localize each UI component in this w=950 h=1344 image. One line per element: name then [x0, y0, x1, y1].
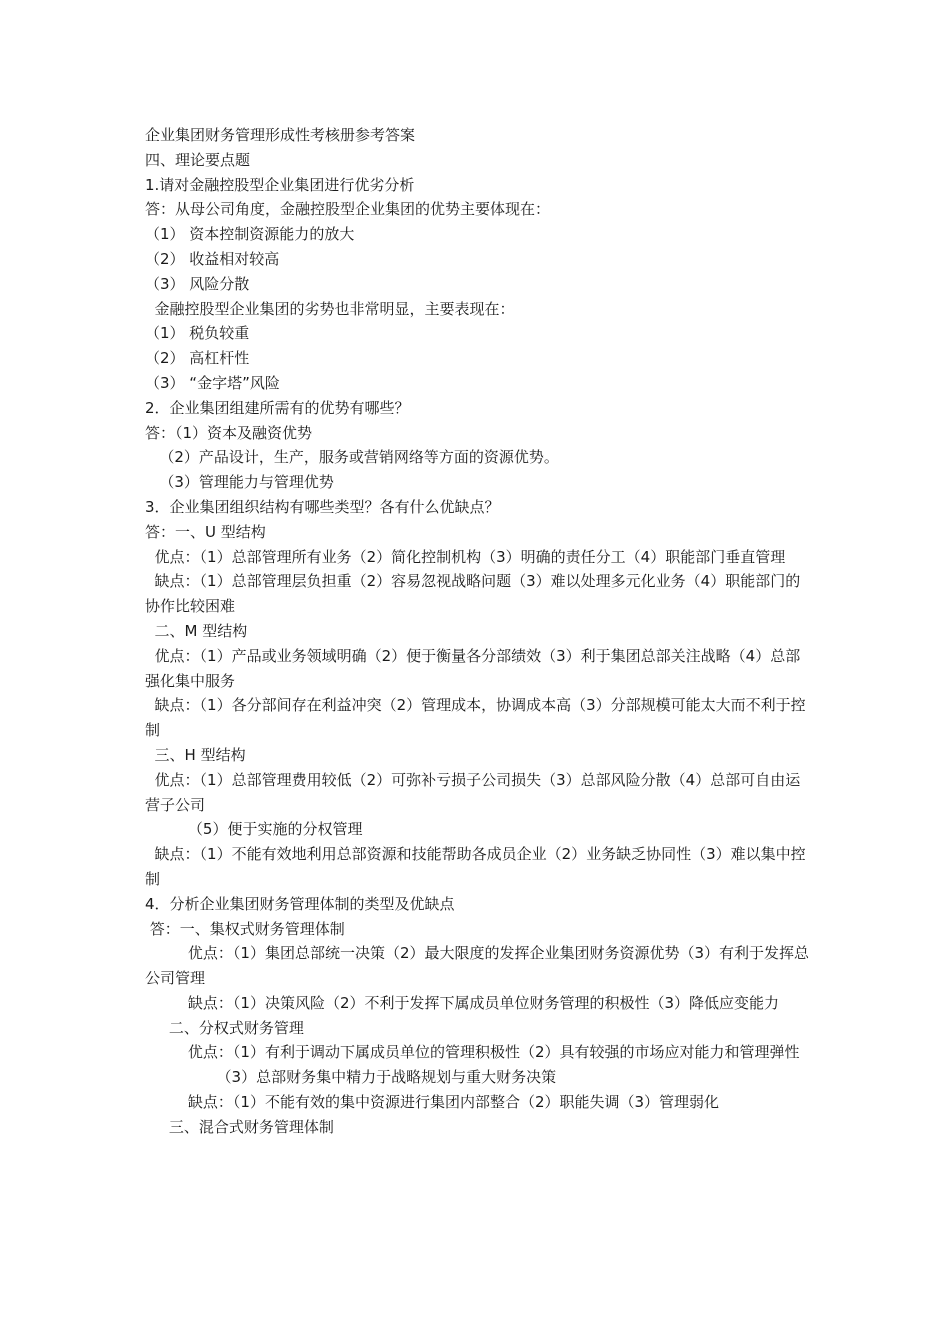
answer-line: 优点：（1）集团总部统一决策（2）最大限度的发挥企业集团财务资源优势（3）有利于发挥总公司管理 [145, 944, 810, 988]
answer-line: （2）产品设计，生产，服务或营销网络等方面的资源优势。 [145, 448, 559, 467]
question-1: 1.请对金融控股型企业集团进行优劣分析 [145, 175, 415, 194]
answer-line: 缺点：（1）决策风险（2）不利于发挥下属成员单位财务管理的积极性（3）降低应变能力 [145, 993, 780, 1012]
answer-line: 优点：（1）产品或业务领域明确（2）便于衡量各分部绩效（3）利于集团总部关注战略（4）总部强化集中服务 [145, 646, 801, 690]
answer-line: 答：（1）资本及融资优势 [145, 423, 313, 442]
answer-line: （2） 高杠杆性 [145, 349, 250, 368]
answer-line: 缺点：（1）总部管理层负担重（2）容易忽视战略问题（3）难以处理多元化业务（4）职能部门的协作比较困难 [145, 572, 801, 616]
question-2: 2．企业集团组建所需有的优势有哪些？ [145, 398, 410, 417]
question-4: 4．分析企业集团财务管理体制的类型及优缺点 [145, 894, 455, 913]
doc-title: 企业集团财务管理形成性考核册参考答案 [145, 126, 416, 144]
answer-line: 优点：（1）有利于调动下属成员单位的管理积极性（2）具有较强的市场应对能力和管理弹性 [145, 1043, 800, 1062]
answer-line: （2） 收益相对较高 [145, 249, 280, 268]
answer-line: 金融控股型企业集团的劣势也非常明显，主要表现在： [145, 299, 515, 318]
answer-line: （3） “金字塔”风险 [145, 373, 280, 392]
section-heading: 四、理论要点题 [145, 150, 251, 169]
answer-line: 优点：（1）总部管理所有业务（2）简化控制机构（3）明确的责任分工（4）职能部门垂直管理 [145, 547, 786, 566]
answer-line: 缺点：（1）各分部间存在利益冲突（2）管理成本，协调成本高（3）分部规模可能太大而不利于控制 [145, 696, 806, 740]
answer-line: （3） 风险分散 [145, 274, 250, 293]
document-body [145, 123, 813, 1140]
question-3: 3．企业集团组织结构有哪些类型？各有什么优缺点？ [145, 497, 500, 516]
answer-line: （1） 税负较重 [145, 324, 250, 343]
answer-line: 答：一、U 型结构 [145, 522, 266, 541]
answer-line: 答：从母公司角度，金融控股型企业集团的优势主要体现在： [145, 200, 551, 219]
answer-line: （1） 资本控制资源能力的放大 [145, 225, 355, 244]
answer-line: （3）管理能力与管理优势 [145, 473, 334, 492]
answer-line: 二、M 型结构 [145, 621, 248, 640]
answer-line: （3）总部财务集中精力于战略规划与重大财务决策 [145, 1068, 557, 1087]
answer-line: 三、H 型结构 [145, 745, 246, 764]
answer-line: 缺点：（1）不能有效的集中资源进行集团内部整合（2）职能失调（3）管理弱化 [145, 1093, 720, 1112]
answer-line: 二、分权式财务管理 [145, 1018, 304, 1037]
answer-line: 三、混合式财务管理体制 [145, 1117, 334, 1136]
answer-line: （5）便于实施的分权管理 [145, 820, 363, 839]
answer-line: 答：一、集权式财务管理体制 [145, 919, 345, 938]
answer-line: 缺点：（1）不能有效地利用总部资源和技能帮助各成员企业（2）业务缺乏协同性（3）难以集中控制 [145, 845, 806, 888]
answer-line: 优点：（1）总部管理费用较低（2）可弥补亏损子公司损失（3）总部风险分散（4）总部可自由运营子公司 [145, 770, 801, 814]
